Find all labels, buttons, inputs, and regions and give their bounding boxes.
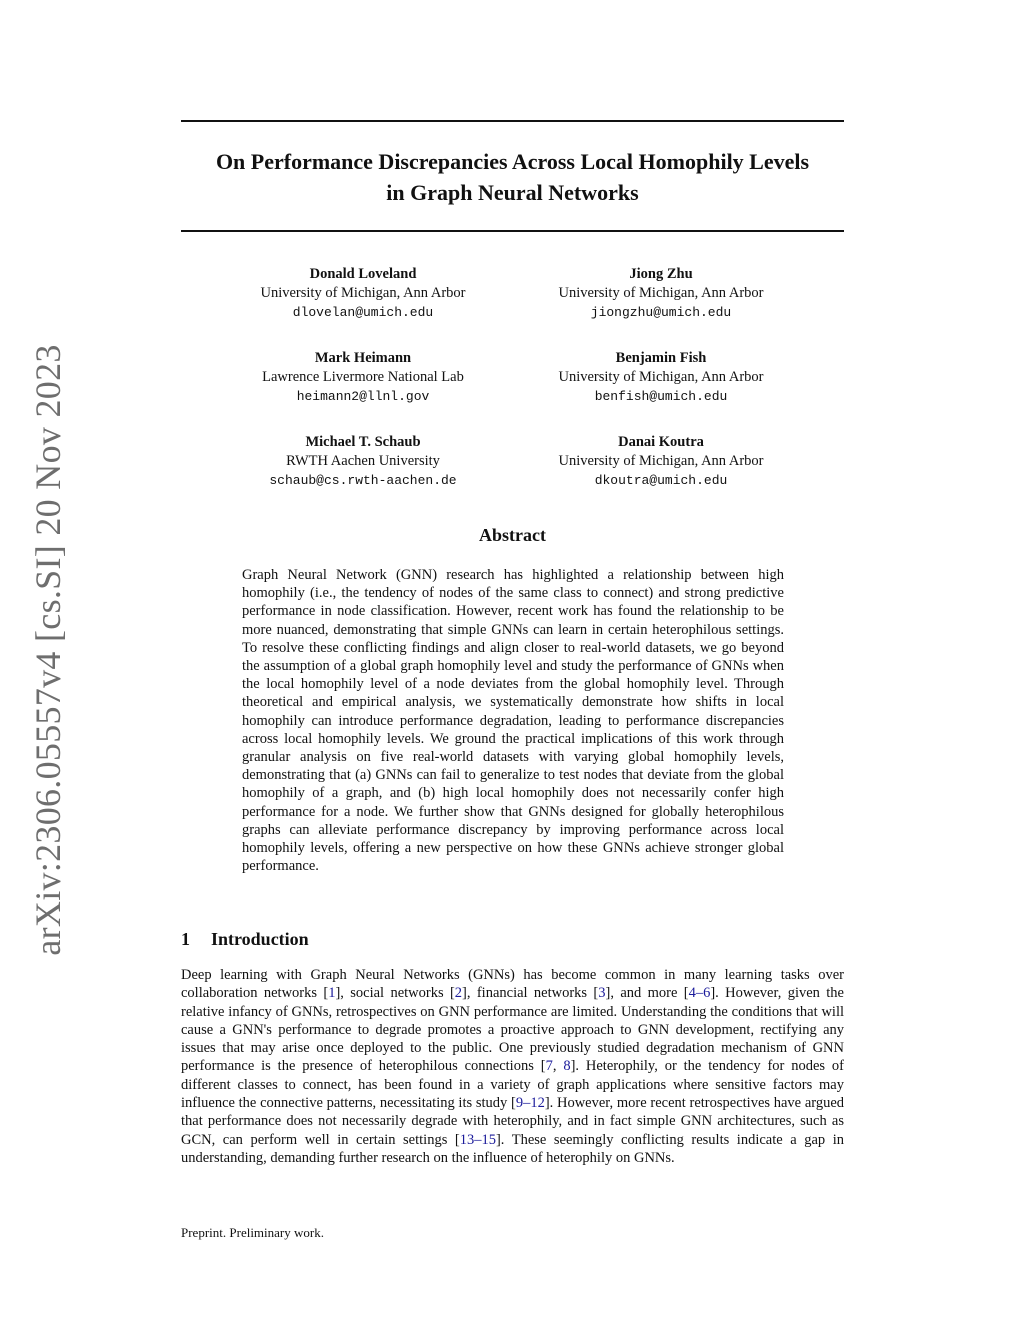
author-block [203,265,523,322]
intro-text-segment: ]. Heterophily, or the tendency for nodes of different classes to connect, has been found in a variety of graph applications where sensitive factors may influence the connective patterns, necessitating its study [ [181,1058,845,1112]
arxiv-identifier-stamp: arXiv:2306.05557v4 [cs.SI] 20 Nov 2023 [28,344,68,956]
abstract-text: Graph Neural Network (GNN) research has highlighted a relationship between high homophily (i.e., the tendency of nodes of the same class to connect) and strong predictive performance in node classification. However, recent work has found the relationship to be more nuanced, demonstrating that simple GNNs can learn in certain heterophilous settings. To resolve these conflicting findings and align closer to real-world datasets, we go beyond the assumption of a global graph homophily level and study the performance of GNNs when the local homophily level of a node deviates from the global homophily level. Through theoretical and empirical analysis, we systematically demonstrate how shifts in local homophily can introduce performance degradation, leading to performance discrepancies across local homophily levels. We ground the practical implications of this work through granular analysis on five real-world datasets with varying global homophily levels, demonstrating that (a) GNNs can fail to generalize to test nodes that deviate from the global homophily of a graph, and (b) high local homophily does not necessarily confer high performance for a node. We further show that GNNs designed for globally heterophilous graphs can alleviate performance discrepancy by improving performance across local homophily levels, offering a new perspective on how these GNNs achieve stronger global performance. [242,567,784,875]
citation-link[interactable]: 2 [454,985,463,1002]
author-name: Jiong Zhu [629,266,693,282]
author-name: Benjamin Fish [615,350,707,366]
author-email[interactable]: dlovelan@umich.edu [292,305,434,320]
author-block [203,349,523,406]
section-heading-introduction [181,928,309,950]
citation-link[interactable]: 8 [563,1058,571,1075]
introduction-paragraph [181,966,844,1167]
intro-text-segment: ], social networks [ [335,985,455,1002]
author-email[interactable]: schaub@cs.rwth-aachen.de [269,473,457,488]
footer-note: Preprint. Preliminary work. [181,1225,324,1240]
author-name: Donald Loveland [309,266,417,282]
citation-link[interactable]: 7 [545,1058,553,1075]
citation-link[interactable]: 4–6 [688,985,711,1002]
title-bottom-rule [181,230,844,232]
author-affiliation: RWTH Aachen University [286,453,440,469]
author-email[interactable]: heimann2@llnl.gov [296,389,430,404]
author-name: Mark Heimann [314,350,412,366]
intro-text-segment: ]. These seemingly conflicting results indicate a gap in understanding, demanding further research on the influence of heterophily on GNNs. [181,1131,844,1166]
author-block [501,433,821,490]
section-title: Introduction [211,929,309,949]
author-affiliation: University of Michigan, Ann Arbor [260,285,466,301]
author-affiliation: University of Michigan, Ann Arbor [558,369,764,385]
abstract-heading: Abstract [479,525,546,545]
author-block [501,265,821,322]
paper-title-line-2: in Graph Neural Networks [386,180,639,205]
section-number: 1 [181,929,190,949]
intro-text-segment: ], and more [ [605,985,689,1002]
author-affiliation: Lawrence Livermore National Lab [262,369,464,385]
paper-title-line-1: On Performance Discrepancies Across Local Homophily Levels [215,149,810,174]
author-affiliation: University of Michigan, Ann Arbor [558,453,764,469]
intro-text-segment: Deep learning with Graph Neural Networks (GNNs) has become common in many learning tasks over collaboration networks [ [181,967,844,1002]
intro-text-segment: ]. However, given the relative infancy of GNNs, retrospectives on GNN performance are limited. Understanding the conditions that will cause a GNN's performance to degrade promotes a proactive approach to GNN development, rectifying any issues that may arise once deployed to the public. One previously studied degradation mechanism of GNN performance is the presence of heterophilous connections [ [181,985,844,1075]
citation-link[interactable]: 13–15 [459,1131,496,1148]
author-email[interactable]: benfish@umich.edu [594,389,728,404]
author-block [203,433,523,490]
citation-link[interactable]: 9–12 [515,1095,545,1112]
title-top-rule [181,120,844,122]
paper-title [181,146,844,208]
author-name: Michael T. Schaub [305,434,421,450]
author-email[interactable]: dkoutra@umich.edu [594,473,728,488]
author-name: Danai Koutra [618,434,704,450]
intro-text-segment: ], financial networks [ [462,985,599,1002]
intro-text-segment: , [552,1058,564,1075]
citation-link[interactable]: 3 [598,985,606,1002]
citation-link[interactable]: 1 [328,985,336,1002]
author-block [501,349,821,406]
author-affiliation: University of Michigan, Ann Arbor [558,285,764,301]
intro-text-segment: ]. However, more recent retrospectives have argued that performance does not necessarily degrade with heterophily, and in fact simple GNN architectures, such as GCN, can perform well in certain settings [ [181,1095,845,1148]
author-email[interactable]: jiongzhu@umich.edu [590,305,732,320]
